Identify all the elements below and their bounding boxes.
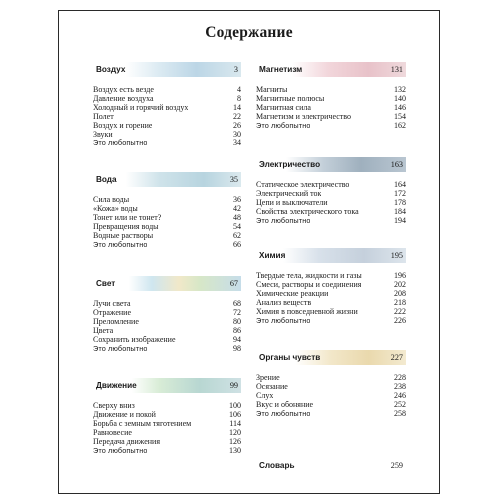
entry-page: 36	[233, 195, 241, 204]
entry-label: Твердые тела, жидкости и газы	[256, 272, 362, 280]
toc-entry[interactable]	[256, 299, 406, 308]
toc-entry[interactable]	[256, 86, 406, 95]
entry-label: Зрение	[256, 374, 280, 382]
entry-page: 30	[233, 129, 241, 139]
section-header-electricity[interactable]	[256, 157, 406, 172]
entry-page: 258	[394, 408, 406, 418]
toc-entry[interactable]	[256, 199, 406, 208]
entry-page: 154	[394, 111, 406, 121]
section-chemistry	[256, 248, 406, 325]
section-header-magnetism[interactable]	[256, 62, 406, 77]
entry-page: 146	[394, 102, 406, 112]
toc-entry[interactable]	[93, 205, 241, 214]
entry-label: Отражение	[93, 308, 132, 317]
entry-label: Сила воды	[93, 196, 130, 204]
page-title: Содержание	[205, 24, 293, 41]
entry-label: Электрический ток	[256, 189, 322, 198]
entry-label: Борьба с земным тяготением	[93, 419, 192, 428]
section-page: 163	[390, 160, 403, 169]
entry-label: Это любопытно	[256, 409, 311, 418]
toc-entry[interactable]	[93, 438, 241, 447]
book-page	[58, 10, 440, 494]
section-header-chemistry[interactable]	[256, 248, 406, 263]
entry-page: 162	[394, 120, 406, 130]
section-entries	[93, 300, 241, 353]
entry-label: Анализ веществ	[256, 298, 312, 307]
entry-page: 98	[233, 343, 241, 353]
entry-page: 80	[233, 316, 241, 326]
entry-page: 22	[233, 111, 241, 121]
toc-entry[interactable]	[93, 318, 241, 327]
toc-entry[interactable]	[93, 214, 241, 223]
entry-page: 208	[394, 288, 406, 298]
entry-label: Лучи света	[93, 300, 131, 308]
toc-entry[interactable]	[93, 113, 241, 122]
entry-label: Смеси, растворы и соединения	[256, 280, 362, 289]
entry-label: Это любопытно	[256, 216, 311, 225]
section-motion	[93, 378, 241, 455]
entry-page: 218	[394, 297, 406, 307]
section-page: 195	[390, 251, 403, 260]
entry-page: 100	[229, 401, 241, 410]
entry-page: 132	[394, 85, 406, 94]
toc-entry[interactable]	[256, 317, 406, 326]
entry-label: Вкус и обоняние	[256, 400, 314, 409]
entry-page: 106	[229, 409, 241, 419]
toc-entry[interactable]	[93, 131, 241, 140]
toc-entry[interactable]	[256, 392, 406, 401]
entry-label: Магнетизм и электричество	[256, 112, 351, 121]
entry-label: Это любопытно	[256, 316, 311, 325]
section-entries	[93, 402, 241, 455]
toc-entry[interactable]	[256, 374, 406, 383]
entry-label: Движение и покой	[93, 410, 156, 419]
entry-label: Это любопытно	[256, 121, 311, 130]
entry-label: Это любопытно	[93, 344, 148, 353]
toc-entry[interactable]	[256, 95, 406, 104]
section-header-air[interactable]	[93, 62, 241, 77]
entry-page: 94	[233, 334, 241, 344]
entry-page: 8	[237, 93, 241, 103]
section-page: 99	[229, 381, 238, 390]
toc-entry[interactable]	[93, 327, 241, 336]
toc-entry[interactable]	[256, 281, 406, 290]
toc-entry[interactable]	[256, 104, 406, 113]
section-magnetism	[256, 62, 406, 131]
entry-page: 226	[394, 315, 406, 325]
entry-page: 86	[233, 325, 241, 335]
entry-page: 126	[229, 436, 241, 446]
toc-entry[interactable]	[93, 241, 241, 250]
section-senses	[256, 350, 406, 419]
entry-label: Холодный и горячий воздух	[93, 103, 189, 112]
section-page: 3	[233, 65, 238, 74]
section-title: Органы чувств	[259, 353, 321, 362]
entry-label: Воздух есть везде	[93, 86, 154, 94]
toc-entry[interactable]	[256, 208, 406, 217]
entry-page: 62	[233, 230, 241, 240]
entry-label: Магнитная сила	[256, 103, 311, 112]
toc-entry[interactable]	[256, 217, 406, 226]
toc-entry[interactable]	[256, 113, 406, 122]
toc-entry[interactable]	[93, 411, 241, 420]
entry-label: Преломление	[93, 317, 139, 326]
section-title: Свет	[96, 279, 116, 288]
entry-label: Сверху вниз	[93, 402, 135, 410]
entry-page: 4	[237, 85, 241, 94]
entry-page: 238	[394, 381, 406, 391]
toc-entry[interactable]	[93, 402, 241, 411]
section-light	[93, 276, 241, 353]
entry-page: 196	[394, 271, 406, 280]
section-page: 67	[229, 279, 238, 288]
entry-page: 42	[233, 203, 241, 213]
toc-entry[interactable]	[256, 401, 406, 410]
section-header-water[interactable]	[93, 172, 241, 187]
entry-page: 66	[233, 239, 241, 249]
entry-label: Равновесие	[93, 428, 132, 437]
entry-page: 68	[233, 299, 241, 308]
toc-entry[interactable]	[93, 309, 241, 318]
toc-entry[interactable]	[93, 95, 241, 104]
toc-entry[interactable]	[93, 122, 241, 131]
entry-page: 178	[394, 197, 406, 207]
entry-label: Полет	[93, 112, 114, 121]
section-title: Электричество	[259, 160, 321, 169]
toc-entry[interactable]	[93, 196, 241, 205]
entry-page: 130	[229, 445, 241, 455]
toc-entry[interactable]	[93, 232, 241, 241]
entry-page: 14	[233, 102, 241, 112]
toc-entry[interactable]	[93, 345, 241, 354]
section-title: Вода	[96, 175, 117, 184]
section-entries	[93, 86, 241, 148]
entry-label: Осязание	[256, 382, 288, 391]
toc-entry[interactable]	[93, 420, 241, 429]
toc-entry[interactable]	[256, 272, 406, 281]
section-page: 227	[390, 353, 403, 362]
entry-label: Свойства электрического тока	[256, 207, 359, 216]
section-title: Воздух	[96, 65, 126, 74]
entry-label: Тонет или не тонет?	[93, 213, 162, 222]
toc-entry[interactable]	[93, 300, 241, 309]
entry-page: 54	[233, 221, 241, 231]
entry-page: 26	[233, 120, 241, 130]
section-water	[93, 172, 241, 249]
entry-label: Магниты	[256, 86, 288, 94]
toc-entry[interactable]	[93, 336, 241, 345]
section-electricity	[256, 157, 406, 226]
entry-page: 140	[394, 93, 406, 103]
entry-label: Превращения воды	[93, 222, 159, 231]
entry-page: 222	[394, 306, 406, 316]
entry-page: 34	[233, 138, 241, 148]
toc-entry[interactable]	[93, 223, 241, 232]
entry-label: Звуки	[93, 130, 113, 139]
entry-label: Это любопытно	[93, 139, 148, 148]
toc-entry[interactable]	[93, 104, 241, 113]
entry-label: Водные растворы	[93, 231, 154, 240]
glossary-label: Словарь	[259, 461, 295, 470]
section-air	[93, 62, 241, 148]
section-header-motion[interactable]	[93, 378, 241, 393]
entry-label: Цвета	[93, 326, 114, 335]
entry-page: 172	[394, 188, 406, 198]
entry-page: 246	[394, 390, 406, 400]
toc-entry[interactable]	[93, 429, 241, 438]
section-entries	[256, 181, 406, 226]
section-title: Движение	[96, 381, 137, 390]
entry-label: Передача движения	[93, 437, 160, 446]
glossary-page: 259	[390, 461, 403, 470]
toc-entry[interactable]	[256, 190, 406, 199]
toc-entry[interactable]	[256, 410, 406, 419]
section-page: 35	[229, 175, 238, 184]
glossary-entry[interactable]	[256, 461, 406, 470]
section-entries	[256, 86, 406, 131]
entry-label: Химия в повседневной жизни	[256, 307, 358, 316]
toc-entry[interactable]	[256, 122, 406, 131]
toc-entry[interactable]	[256, 383, 406, 392]
entry-page: 120	[229, 427, 241, 437]
entry-label: Химические реакции	[256, 289, 329, 298]
entry-label: Статическое электричество	[256, 181, 350, 189]
entry-label: Давление воздуха	[93, 94, 154, 103]
section-header-senses[interactable]	[256, 350, 406, 365]
section-entries	[256, 374, 406, 419]
entry-page: 252	[394, 399, 406, 409]
entry-label: «Кожа» воды	[93, 204, 138, 213]
section-title: Магнетизм	[259, 65, 303, 74]
toc-entry[interactable]	[256, 290, 406, 299]
entry-label: Это любопытно	[93, 240, 148, 249]
section-entries	[256, 272, 406, 325]
entry-label: Это любопытно	[93, 446, 148, 455]
entry-page: 194	[394, 215, 406, 225]
toc-entry[interactable]	[93, 447, 241, 456]
entry-page: 164	[394, 180, 406, 189]
entry-page: 72	[233, 307, 241, 317]
entry-label: Слух	[256, 391, 274, 400]
toc-entry[interactable]	[256, 181, 406, 190]
section-header-light[interactable]	[93, 276, 241, 291]
entry-page: 114	[229, 418, 241, 428]
section-entries	[93, 196, 241, 249]
entry-page: 202	[394, 279, 406, 289]
entry-label: Сохранить изображение	[93, 335, 176, 344]
entry-label: Воздух и горение	[93, 121, 153, 130]
toc-entry[interactable]	[256, 308, 406, 317]
entry-page: 184	[394, 206, 406, 216]
entry-page: 228	[394, 373, 406, 382]
entry-label: Магнитные полюсы	[256, 94, 325, 103]
toc-entry[interactable]	[93, 86, 241, 95]
section-title: Химия	[259, 251, 286, 260]
section-page: 131	[390, 65, 403, 74]
toc-entry[interactable]	[93, 139, 241, 148]
entry-page: 48	[233, 212, 241, 222]
entry-label: Цепи и выключатели	[256, 198, 328, 207]
